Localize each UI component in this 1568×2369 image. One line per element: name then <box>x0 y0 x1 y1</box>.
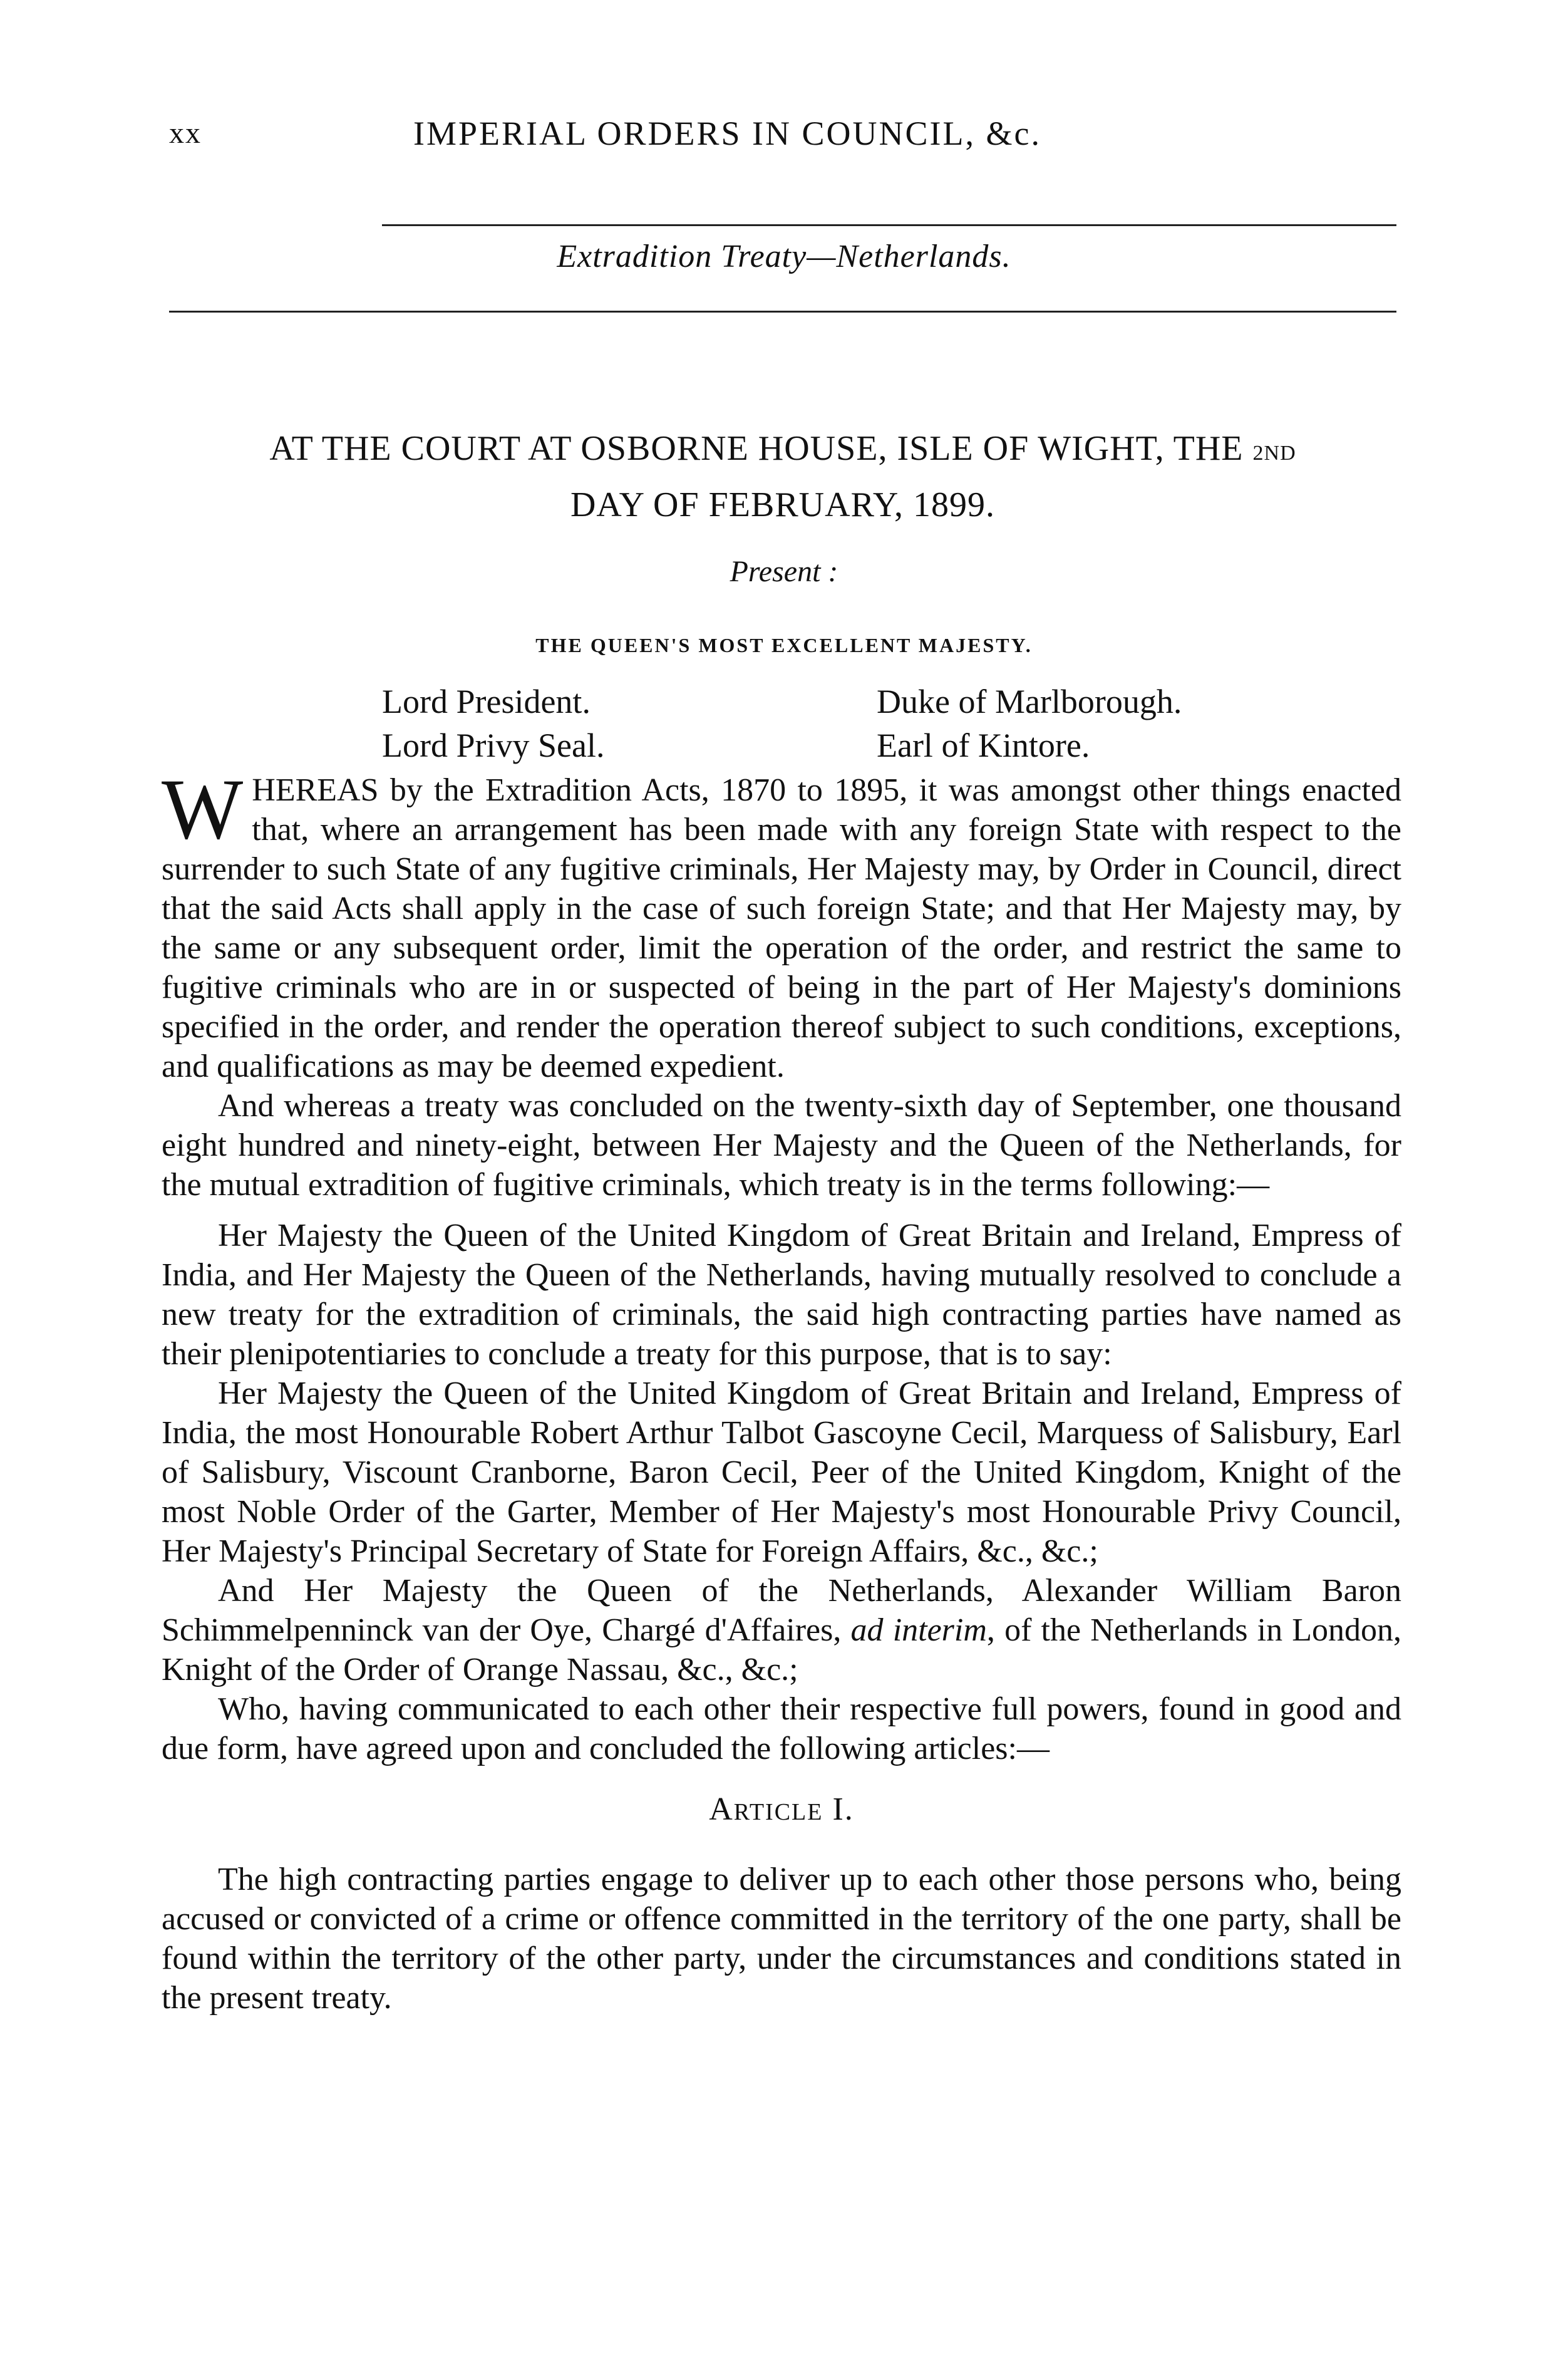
attendee: Lord Privy Seal. <box>382 727 605 764</box>
court-heading-line-2: DAY OF FEBRUARY, 1899. <box>570 485 996 524</box>
majesty-line: THE QUEEN'S MOST EXCELLENT MAJESTY. <box>535 634 1033 656</box>
article-heading-initial: A <box>709 1791 734 1827</box>
attendees-left <box>382 680 604 767</box>
court-heading-text: AT THE COURT AT OSBORNE HOUSE, ISLE OF WIGHT, THE <box>269 429 1253 468</box>
page-number: xx <box>169 117 202 150</box>
her-majesty-paragraph-2: Her Majesty the Queen of the United Kingdom of Great Britain and Ireland, Empress of India, the most Honourable Robert Arthur Talbot Gascoyne Cecil, Marquess of Salisbury, Earl of Salisbury, Viscount Cranborne, Baron Cecil, Peer of the United Kingdom, Knight of the most Noble Order of the Garter, Member of Her Majesty's most Honourable Privy Council, Her Majesty's Principal Secretary of State for Foreign Affairs, &c., &c.; <box>162 1376 1401 1569</box>
attendee: Earl of Kintore. <box>877 727 1090 764</box>
netherlands-plenipotentiary-paragraph <box>162 1571 1401 1689</box>
her-majesty-paragraph-1: Her Majesty the Queen of the United Kingdom of Great Britain and Ireland, Empress of India, and Her Majesty the Queen of the Netherlands, having mutually resolved to conclude a new treaty for the extradition of criminals, the said high contracting parties have named as their plenipotentiaries to conclude a treaty for this purpose, that is to say: <box>162 1218 1401 1372</box>
whereas-paragraph <box>162 761 1401 1086</box>
court-heading-ordinal: 2ND <box>1252 442 1296 465</box>
attendee: Duke of Marlborough. <box>877 683 1182 720</box>
running-title: IMPERIAL ORDERS IN COUNCIL, &c. <box>413 115 1041 152</box>
article-heading-number: I. <box>832 1791 854 1827</box>
court-heading-line-1 <box>169 423 1396 479</box>
paragraph-gap <box>162 1205 1401 1216</box>
attendee: Lord President. <box>382 683 591 720</box>
and-whereas-paragraph: And whereas a treaty was concluded on the twenty-sixth day of September, one thousand eight hundred and ninety-eight, between Her Majesty and the Queen of the Netherlands, for the mutual extradition of fugitive criminals, which treaty is in the terms following:— <box>162 1088 1401 1203</box>
header-rule-top <box>382 224 1396 226</box>
attendees-right <box>877 680 1182 767</box>
court-heading <box>169 423 1396 531</box>
who-having-paragraph: Who, having communicated to each other their respective full powers, found in good and due form, have agreed upon and concluded the following articles:— <box>162 1691 1401 1766</box>
drop-cap: W <box>162 761 244 857</box>
present-label: Present : <box>730 555 838 588</box>
netherlands-text-b: , of the Netherlands in London, Knight of the Order of Orange Nassau, &c., &c.; <box>162 1612 1401 1687</box>
netherlands-text-a: And Her Majesty the Queen of the Netherlands, Alexander William Baron Schimmelpenninck van der Oye, Chargé d'Affaires, <box>162 1573 1401 1648</box>
header-rule-bottom <box>169 311 1396 313</box>
netherlands-italic: ad interim <box>850 1612 987 1648</box>
article-heading-rest: RTICLE <box>733 1799 823 1825</box>
section-title: Extradition Treaty—Netherlands. <box>557 239 1011 274</box>
article-text: The high contracting parties engage to deliver up to each other those persons who, being accused or convicted of a crime or offence committed in the territory of the one party, shall be found within the territory of the other party, under the circumstances and conditions stated in the present treaty. <box>162 1862 1401 2016</box>
article-heading <box>162 1790 1401 1832</box>
body-text <box>162 761 1401 2018</box>
whereas-text: HEREAS by the Extradition Acts, 1870 to 1895, it was amongst other things enacted that, where an arrangement has been made with any foreign State with respect to the surrender to such State of any fugitive criminals, Her Majesty may, by Order in Council, direct that the said Acts shall apply in the case of such foreign State; and that Her Majesty may, by the same or any subsequent order, limit the operation of the order, and restrict the same to fugitive criminals who are in or suspected of being in the part of Her Majesty's dominions specified in the order, and render the operation thereof subject to such conditions, exceptions, and qualifications as may be deemed expedient. <box>162 772 1401 1084</box>
